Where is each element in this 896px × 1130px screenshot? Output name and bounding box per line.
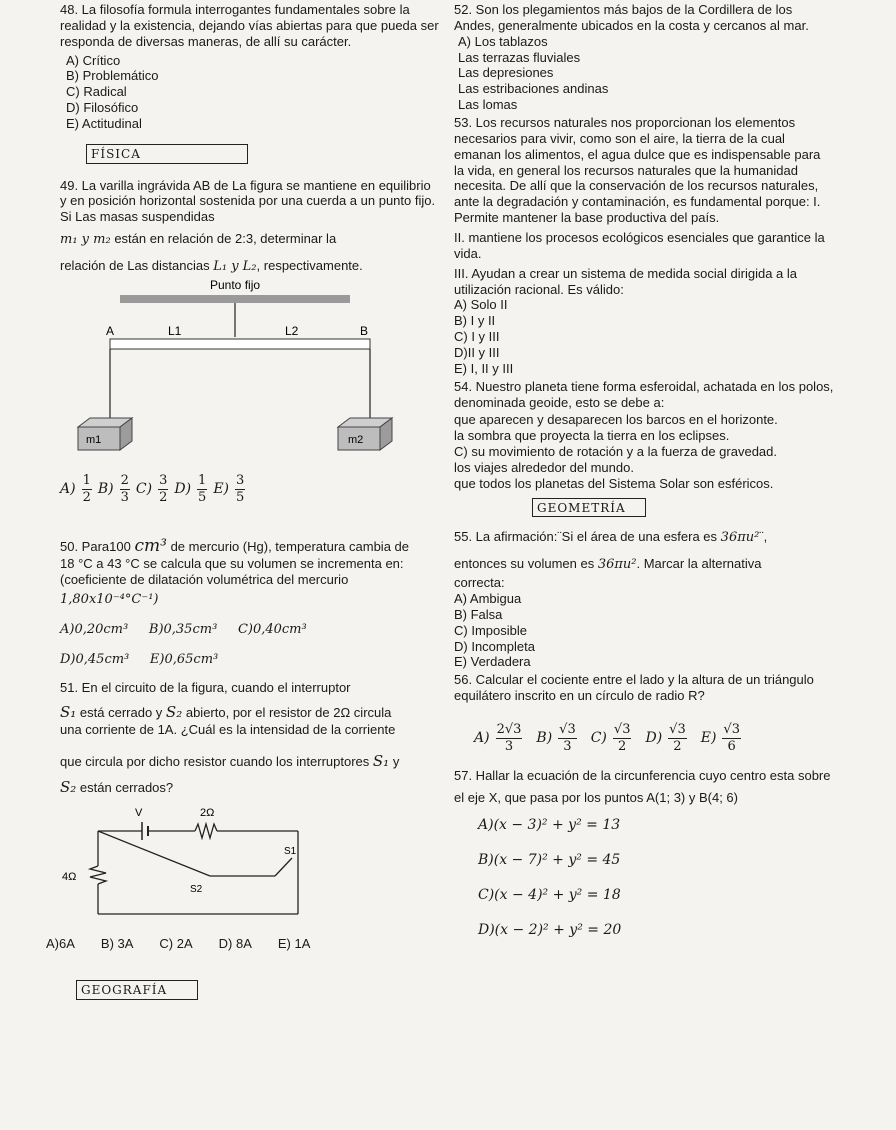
question-55-line3: correcta: bbox=[454, 575, 505, 591]
question-53-item-iii: III. Ayudan a crear un sistema de medida social dirigida a la utilización racional. Es válido: bbox=[454, 265, 798, 297]
mass-m1-label: m1 bbox=[86, 433, 102, 446]
q49-answer-c-letter: C) bbox=[135, 480, 153, 497]
mass-m1-block bbox=[78, 418, 132, 450]
question-51-open: abierto, por el resistor de 2Ω circula bbox=[185, 705, 392, 721]
question-55-option-e: E) Verdadera bbox=[454, 654, 531, 670]
question-48 bbox=[60, 2, 440, 132]
question-52-option-b: Las terrazas fluviales bbox=[458, 49, 581, 65]
question-55-tail: ¨, bbox=[759, 529, 768, 545]
switch-s2-label: S2 bbox=[190, 884, 203, 896]
switch-s1-lever bbox=[275, 858, 292, 876]
question-55-line2b: . Marcar la alternativa bbox=[636, 556, 762, 572]
question-51-line1: 51. En el circuito de la figura, cuando el interruptor bbox=[60, 679, 351, 695]
question-57-option-a: A)(x − 3)² + y² = 13 bbox=[478, 816, 621, 833]
q49-answer-b-letter: B) bbox=[97, 480, 114, 497]
wire-diagonal bbox=[98, 831, 210, 876]
question-51-line3: una corriente de 1A. ¿Cuál es la intensidad de la corriente bbox=[60, 721, 396, 737]
question-53-option-e: E) I, II y III bbox=[454, 360, 514, 376]
question-52-stem: 52. Son los plegamientos más bajos de la Cordillera de los Andes, generalmente ubicados en la costa y cercanos al mar. bbox=[454, 2, 809, 33]
question-57-option-c: C)(x − 4)² + y² = 18 bbox=[478, 887, 621, 904]
question-53 bbox=[454, 115, 834, 377]
q51-answer-a: A)6A bbox=[46, 936, 75, 952]
question-54 bbox=[454, 379, 834, 492]
question-54-option-a: que aparecen y desaparecen los barcos en el horizonte. bbox=[454, 412, 778, 428]
fisica-section-title: FÍSICA bbox=[86, 144, 248, 164]
geografia-section-title: GEOGRAFÍA bbox=[76, 980, 198, 1000]
question-51-s1b: S₁ bbox=[372, 751, 390, 770]
question-49-masses: m₁ y m₂ bbox=[60, 232, 111, 248]
question-55-volume: 36πu² bbox=[597, 557, 637, 573]
mass-m2-label: m2 bbox=[348, 433, 364, 446]
question-50 bbox=[60, 536, 440, 668]
q51-answer-e: E) 1A bbox=[277, 936, 311, 952]
q49-answer-e-fraction: $\frac{3}{5}$ bbox=[236, 472, 245, 505]
resistor-2-symbol bbox=[195, 824, 217, 838]
question-49-relation-3: , respectivamente. bbox=[256, 257, 363, 273]
question-51-y: y bbox=[392, 753, 400, 769]
question-48-option-b: B) Problemático bbox=[66, 68, 159, 84]
question-48-option-d: D) Filosófico bbox=[66, 100, 139, 116]
question-51 bbox=[46, 679, 440, 952]
question-57-option-d: D)(x − 2)² + y² = 20 bbox=[478, 922, 622, 939]
question-57-stem: 57. Hallar la ecuación de la circunferencia cuyo centro esta sobre el eje X, que pasa por los puntos A(1; 3) y B(4; 6) bbox=[454, 767, 831, 805]
question-55-option-c: C) Imposible bbox=[454, 622, 527, 638]
question-49-relation-2: relación de Las distancias bbox=[60, 257, 210, 273]
point-b-label: B bbox=[360, 323, 369, 338]
q56-answer-b-letter: B) bbox=[536, 729, 553, 746]
question-52-option-e: Las lomas bbox=[458, 97, 518, 113]
question-54-option-e: que todos los planetas del Sistema Solar son esféricos. bbox=[454, 475, 774, 491]
question-54-option-d: los viajes alrededor del mundo. bbox=[454, 460, 634, 476]
l1-label: L1 bbox=[168, 323, 182, 338]
q56-answer-d-fraction: $\frac{√3}{2}$ bbox=[669, 722, 686, 754]
point-a-label: A bbox=[106, 323, 115, 338]
resistor-4-symbol bbox=[90, 866, 106, 884]
question-51-s2: S₂ bbox=[165, 703, 183, 722]
q49-answer-a-fraction: $\frac{1}{2}$ bbox=[82, 472, 91, 505]
resistor-4-label: 4Ω bbox=[62, 871, 77, 884]
question-51-line4: que circula por dicho resistor cuando los interruptores bbox=[60, 753, 370, 769]
question-55-option-d: D) Incompleta bbox=[454, 638, 535, 654]
question-53-item-ii: II. mantiene los procesos ecológicos esenciales que garantice la vida. bbox=[454, 230, 825, 261]
q56-answer-a-letter: A) bbox=[474, 729, 490, 746]
ceiling-support bbox=[120, 295, 350, 303]
question-55-stem: 55. La afirmación:¨Si el área de una esfera es bbox=[454, 529, 718, 545]
circuit-figure bbox=[60, 796, 320, 926]
question-51-s2b: S₂ bbox=[60, 777, 77, 796]
q51-answer-d: D) 8A bbox=[218, 936, 252, 952]
q49-answer-c-fraction: $\frac{3}{2}$ bbox=[159, 472, 168, 505]
geometria-section-title: GEOMETRÍA bbox=[532, 498, 646, 518]
question-50-after: de mercurio (Hg), temperatura cambia de bbox=[170, 538, 409, 554]
right-column bbox=[454, 2, 834, 939]
mass-m2-block bbox=[338, 418, 392, 450]
question-55-line2: entonces su volumen es bbox=[454, 556, 595, 572]
q49-answer-d-fraction: $\frac{1}{5}$ bbox=[198, 472, 207, 505]
q56-answer-c-letter: C) bbox=[590, 729, 607, 746]
question-53-stem: 53. Los recursos naturales nos proporcionan los elementos necesarios para vivir, como son el aire, la tierra de la cual emanan los alimentos, el agua dulce que es indispensable para la vida, en general los recursos naturales que la humanidad necesita. De allí que la conservación de los recursos naturales, ante la degradación y contaminación, es fundamental porque: I. Permite mantener la base productiva del país. bbox=[454, 115, 821, 226]
question-49 bbox=[60, 178, 440, 506]
question-49-distances: L₁ y L₂ bbox=[213, 258, 257, 274]
question-49-answers bbox=[60, 473, 440, 506]
question-51-closed2: están cerrados? bbox=[79, 779, 174, 795]
question-48-stem: 48. La filosofía formula interrogantes fundamentales sobre la realidad y la existencia, dejando vías abiertas para que pueda ser responda de diversas maneras, de allí su carácter. bbox=[60, 2, 439, 49]
q51-answer-b: B) 3A bbox=[100, 936, 134, 952]
question-54-stem: 54. Nuestro planeta tiene forma esferoidal, achatada en los polos, denominada geoide, esto se debe a: bbox=[454, 378, 834, 410]
question-55-option-b: B) Falsa bbox=[454, 606, 503, 622]
q56-answer-a-fraction: $\frac{2√3}{3}$ bbox=[496, 722, 522, 754]
question-54-option-c: C) su movimiento de rotación y a la fuerza de gravedad. bbox=[454, 444, 778, 460]
question-57 bbox=[454, 765, 834, 940]
battery-label: V bbox=[135, 807, 143, 820]
question-49-stem: 49. La varilla ingrávida AB de La figura se mantiene en equilibrio y en posición horizontal sostenida por una cuerda a un punto fijo. Si Las masas suspendidas bbox=[60, 177, 436, 225]
q51-answer-c: C) 2A bbox=[159, 936, 193, 952]
q49-answer-d-letter: D) bbox=[174, 480, 192, 497]
switch-s1-label: S1 bbox=[284, 846, 297, 858]
question-55-option-a: A) Ambigua bbox=[454, 590, 522, 606]
question-52-option-d: Las estribaciones andinas bbox=[458, 81, 609, 97]
q49-answer-b-fraction: $\frac{2}{3}$ bbox=[120, 472, 129, 505]
question-57-option-b: B)(x − 7)² + y² = 45 bbox=[478, 851, 621, 868]
question-50-coefficient: 1,80x10⁻⁴°C⁻¹) bbox=[60, 591, 159, 607]
question-56 bbox=[454, 672, 834, 754]
question-53-option-a: A) Solo II bbox=[454, 297, 508, 313]
question-50-line2: 18 °C a 43 °C se calcula que su volumen se incrementa en: bbox=[60, 556, 404, 572]
question-54-option-b: la sombra que proyecta la tierra en los eclipses. bbox=[454, 428, 730, 444]
question-55-area: 36πu² bbox=[720, 530, 760, 546]
question-53-option-b: B) I y II bbox=[454, 313, 496, 329]
question-56-stem: 56. Calcular el cociente entre el lado y la altura de un triángulo equilátero inscrito en un círculo de radio R? bbox=[454, 672, 814, 704]
question-53-option-c: C) I y III bbox=[454, 329, 500, 345]
question-50-line3: (coeficiente de dilatación volumétrica del mercurio bbox=[60, 572, 349, 588]
lever-figure bbox=[70, 275, 400, 485]
q56-answer-c-fraction: $\frac{√3}{2}$ bbox=[613, 722, 631, 754]
q56-answer-d-letter: D) bbox=[645, 729, 663, 746]
question-52 bbox=[454, 2, 834, 113]
pivot-label: Punto fijo bbox=[210, 277, 261, 292]
question-48-option-e: E) Actitudinal bbox=[66, 116, 142, 132]
question-50-lead: 50. Para100 bbox=[60, 538, 131, 554]
question-48-option-c: C) Radical bbox=[66, 84, 127, 100]
rod-bar bbox=[110, 339, 370, 349]
resistor-2-label: 2Ω bbox=[200, 807, 215, 820]
q56-answer-e-fraction: $\frac{√3}{6}$ bbox=[723, 722, 740, 754]
left-column bbox=[46, 2, 440, 1006]
question-53-option-d: D)II y III bbox=[454, 345, 500, 361]
q49-answer-e-letter: E) bbox=[213, 480, 230, 497]
question-56-answers bbox=[474, 722, 834, 755]
l2-label: L2 bbox=[285, 323, 299, 338]
question-48-option-a: A) Crítico bbox=[66, 52, 121, 68]
q56-answer-e-letter: E) bbox=[700, 729, 717, 746]
question-55 bbox=[454, 529, 834, 670]
q49-answer-a-letter: A) bbox=[60, 480, 76, 497]
question-52-option-c: Las depresiones bbox=[458, 65, 554, 81]
question-50-answers-row2: D)0,45cm³ E)0,65cm³ bbox=[60, 651, 219, 667]
q56-answer-b-fraction: $\frac{√3}{3}$ bbox=[559, 722, 576, 754]
question-52-option-a: A) Los tablazos bbox=[458, 33, 548, 49]
question-51-s1: S₁ bbox=[60, 703, 77, 722]
question-50-unit: cm³ bbox=[134, 535, 167, 556]
question-49-relation: están en relación de 2:3, determinar la bbox=[114, 231, 337, 247]
question-50-answers-row1: A)0,20cm³ B)0,35cm³ C)0,40cm³ bbox=[60, 621, 307, 637]
question-51-answers bbox=[46, 936, 440, 952]
question-51-closed: está cerrado y bbox=[79, 705, 163, 721]
